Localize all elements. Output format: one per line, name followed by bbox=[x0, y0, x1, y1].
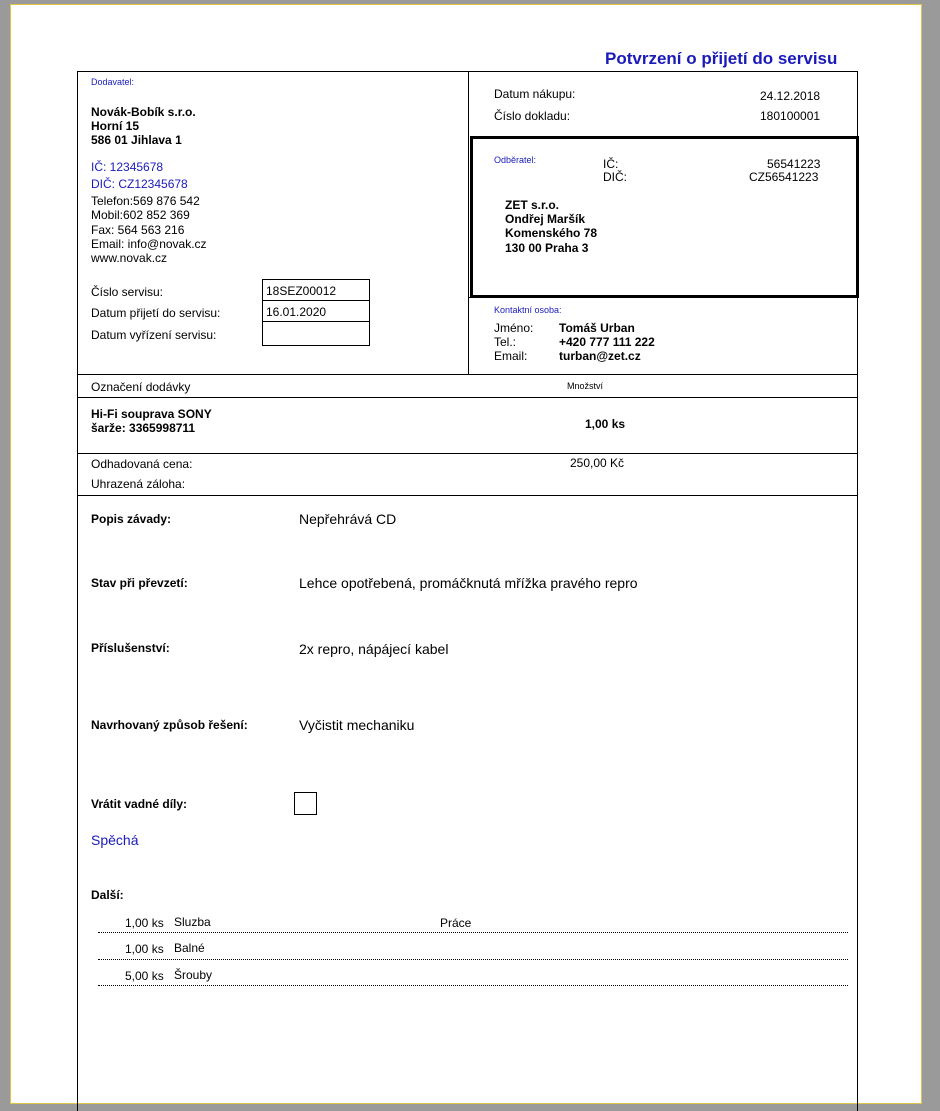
service-number-label: Číslo servisu: bbox=[91, 285, 164, 299]
purchase-date-value: 24.12.2018 bbox=[760, 89, 821, 103]
service-number-field bbox=[262, 279, 370, 301]
other-item-qty: 5,00 ks bbox=[125, 969, 164, 983]
service-resolved-label: Datum vyřízení servisu: bbox=[91, 328, 217, 342]
supplier-email: Email: info@novak.cz bbox=[91, 237, 207, 251]
supplier-fax: Fax: 564 563 216 bbox=[91, 223, 185, 237]
estimated-price-label: Odhadovaná cena: bbox=[91, 457, 193, 471]
return-parts-label: Vrátit vadné díly: bbox=[91, 797, 188, 811]
customer-dic-label: DIČ: bbox=[603, 170, 627, 184]
delivery-header-label: Označení dodávky bbox=[91, 380, 191, 394]
supplier-phone: Telefon:569 876 542 bbox=[91, 194, 200, 208]
supplier-street: Horní 15 bbox=[91, 119, 140, 133]
service-received-label: Datum přijetí do servisu: bbox=[91, 306, 221, 320]
delivery-item-name: Hi-Fi souprava SONY bbox=[91, 407, 212, 421]
purchase-doc-label: Číslo dokladu: bbox=[494, 109, 571, 123]
supplier-dic: DIČ: CZ12345678 bbox=[91, 177, 188, 191]
contact-name-value: Tomáš Urban bbox=[559, 321, 635, 335]
service-resolved-field bbox=[262, 321, 370, 346]
divider-delivery-item bbox=[77, 397, 858, 398]
state-label: Stav při převzetí: bbox=[91, 576, 188, 590]
service-number-value: 18SEZ00012 bbox=[266, 284, 337, 298]
supplier-web: www.novak.cz bbox=[91, 251, 168, 265]
contact-label: Kontaktní osoba: bbox=[494, 305, 562, 315]
accessories-value: 2x repro, nápájecí kabel bbox=[299, 641, 449, 657]
customer-ic-value: 56541223 bbox=[767, 157, 821, 171]
divider-delivery-header bbox=[77, 374, 858, 375]
other-item-name: Sluzba bbox=[174, 915, 211, 929]
customer-street: Komenského 78 bbox=[505, 226, 598, 240]
supplier-city: 586 01 Jihlava 1 bbox=[91, 133, 182, 147]
customer-person: Ondřej Maršík bbox=[505, 212, 586, 226]
delivery-item-batch: šarže: 3365998711 bbox=[91, 421, 196, 435]
customer-label: Odběratel: bbox=[494, 155, 537, 165]
return-parts-checkbox[interactable] bbox=[294, 792, 317, 815]
contact-name-label: Jméno: bbox=[494, 321, 534, 335]
document-title: Potvrzení o přijetí do servisu bbox=[605, 49, 838, 68]
supplier-name: Novák-Bobík s.r.o. bbox=[91, 105, 196, 119]
state-value: Lehce opotřebená, promáčknutá mřížka pravého repro bbox=[299, 575, 638, 591]
service-received-field bbox=[262, 300, 370, 322]
other-row-separator bbox=[98, 959, 848, 960]
other-item-type: Práce bbox=[440, 916, 472, 930]
customer-name: ZET s.r.o. bbox=[505, 198, 560, 212]
other-item-qty: 1,00 ks bbox=[125, 916, 164, 930]
customer-ic-label: IČ: bbox=[603, 157, 619, 171]
contact-tel-label: Tel.: bbox=[494, 335, 517, 349]
solution-value: Vyčistit mechaniku bbox=[299, 717, 415, 733]
purchase-doc-value: 180100001 bbox=[760, 109, 821, 123]
other-label: Další: bbox=[91, 888, 124, 902]
supplier-label: Dodavatel: bbox=[91, 77, 135, 87]
deposit-label: Uhrazená záloha: bbox=[91, 477, 186, 491]
fault-value: Nepřehrává CD bbox=[299, 511, 397, 527]
other-item-name: Balné bbox=[174, 941, 205, 955]
other-row-separator bbox=[98, 932, 848, 933]
estimated-price-value: 250,00 Kč bbox=[570, 456, 625, 470]
frame-left-line bbox=[77, 71, 78, 1111]
customer-city: 130 00 Praha 3 bbox=[505, 241, 589, 255]
other-row-separator bbox=[98, 985, 848, 986]
contact-email-value: turban@zet.cz bbox=[559, 349, 641, 363]
delivery-item-qty: 1,00 ks bbox=[585, 417, 626, 431]
divider-prices bbox=[77, 453, 858, 454]
solution-label: Navrhovaný způsob řešení: bbox=[91, 718, 248, 732]
delivery-header-qty: Množství bbox=[567, 381, 604, 391]
contact-tel-value: +420 777 111 222 bbox=[559, 335, 655, 349]
frame-center-divider bbox=[468, 71, 469, 375]
customer-dic-value: CZ56541223 bbox=[749, 170, 819, 184]
urgent-label: Spěchá bbox=[91, 832, 139, 848]
supplier-mobile: Mobil:602 852 369 bbox=[91, 208, 190, 222]
fault-label: Popis závady: bbox=[91, 512, 172, 526]
purchase-date-label: Datum nákupu: bbox=[494, 87, 576, 101]
accessories-label: Příslušenství: bbox=[91, 641, 170, 655]
document-page bbox=[10, 4, 922, 1104]
service-received-value: 16.01.2020 bbox=[266, 305, 327, 319]
other-item-name: Šrouby bbox=[174, 968, 213, 982]
divider-details bbox=[77, 495, 858, 496]
contact-email-label: Email: bbox=[494, 349, 528, 363]
supplier-ic: IČ: 12345678 bbox=[91, 160, 164, 174]
other-item-qty: 1,00 ks bbox=[125, 942, 164, 956]
